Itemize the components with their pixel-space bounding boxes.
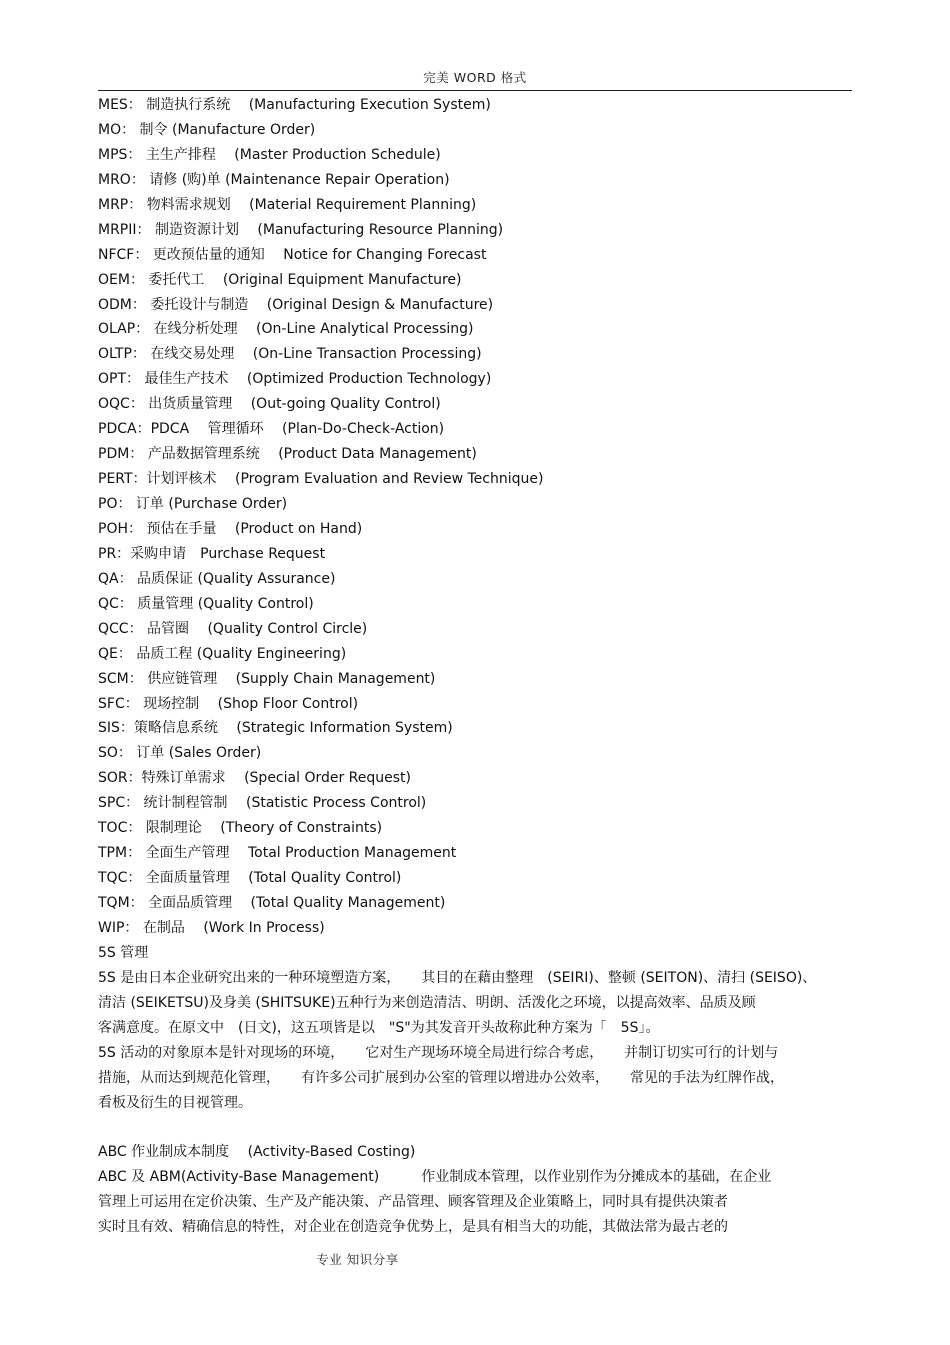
term-item: QE： 品质工程 (Quality Engineering): [98, 645, 347, 662]
term-item: PERT：计划评核术 (Program Evaluation and Review Technique): [98, 471, 544, 488]
paragraph-line: 客满意度。在原文中 (日文)，这五项皆是以 "S"为其发音开头故称此种方案为「 5S」。: [98, 1019, 660, 1036]
term-item: PDCA：PDCA 管理循环 (Plan-Do-Check-Action): [98, 421, 445, 438]
paragraph-line: 看板及衍生的目视管理。: [98, 1094, 252, 1111]
term-item: PO： 订单 (Purchase Order): [98, 496, 288, 512]
term-item: NFCF： 更改预估量的通知 Notice for Changing Forecast: [98, 246, 487, 263]
term-item: TQM： 全面品质管理 (Total Quality Management): [98, 895, 446, 911]
term-item: POH： 预估在手量 (Product on Hand): [98, 520, 363, 537]
term-list: [98, 93, 858, 941]
term-item: PDM： 产品数据管理系统 (Product Data Management): [98, 446, 477, 463]
paragraph-line: ABC 及 ABM(Activity-Base Management) 作业制成本管理，以作业别作为分摊成本的基础，在企业: [98, 1168, 772, 1185]
term-item: SFC： 现场控制 (Shop Floor Control): [98, 695, 359, 712]
paragraph-abc: [98, 1165, 858, 1240]
term-item: OEM： 委托代工 (Original Equipment Manufacture): [98, 271, 462, 288]
term-item: PR：采购申请 Purchase Request: [98, 545, 326, 562]
paragraph-line: 5S 是由日本企业研究出来的一种环境塑造方案， 其目的在藉由整理 (SEIRI)、整顿 (SEITON)、清扫 (SEISO)、: [98, 969, 817, 986]
paragraph-line: 实时且有效、精确信息的特性，对企业在创造竞争优势上，是具有相当大的功能，其做法常为最古老的: [98, 1218, 728, 1235]
term-item: MRPII： 制造资源计划 (Manufacturing Resource Planning): [98, 221, 504, 238]
term-item: ODM： 委托设计与制造 (Original Design & Manufacture): [98, 296, 494, 313]
paragraph-spacer: [98, 1116, 858, 1140]
term-item: OQC： 出货质量管理 (Out-going Quality Control): [98, 396, 441, 413]
term-item: QCC： 品管圈 (Quality Control Circle): [98, 620, 368, 637]
paragraph-line: 清洁 (SEIKETSU)及身美 (SHITSUKE)五种行为来创造清洁、明朗、活泼化之环境，以提高效率、品质及顾: [98, 994, 756, 1011]
paragraph-line: 管理上可运用在定价决策、生产及产能决策、产品管理、顾客管理及企业策略上，同时具有提供决策者: [98, 1193, 728, 1210]
term-item: WIP： 在制品 (Work In Process): [98, 919, 325, 936]
paragraph-line: 5S 活动的对象原本是针对现场的环境， 它对生产现场环境全局进行综合考虑， 并制订切实可行的计划与: [98, 1044, 779, 1061]
paragraph-5s-definition: [98, 966, 858, 1041]
term-item: TOC： 限制理论 (Theory of Constraints): [98, 820, 383, 837]
term-item: OLTP： 在线交易处理 (On-Line Transaction Processing): [98, 346, 482, 363]
page-header: 完美 WORD 格式: [423, 70, 527, 85]
term-item: OPT： 最佳生产技术 (Optimized Production Technology): [98, 371, 492, 388]
term-item: MO： 制令 (Manufacture Order): [98, 121, 316, 138]
term-item: MPS： 主生产排程 (Master Production Schedule): [98, 146, 441, 163]
term-item: TPM： 全面生产管理 Total Production Management: [98, 845, 457, 862]
term-item: MRO： 请修 (购)单 (Maintenance Repair Operation): [98, 171, 450, 188]
term-item: OLAP： 在线分析处理 (On-Line Analytical Processing): [98, 321, 474, 338]
term-item: TQC： 全面质量管理 (Total Quality Control): [98, 870, 402, 887]
term-item: MES： 制造执行系统 (Manufacturing Execution System): [98, 97, 491, 113]
page-footer: 专业 知识分享: [316, 1252, 399, 1267]
section-title-5s: 5S 管理: [98, 944, 149, 961]
term-item: QC： 质量管理 (Quality Control): [98, 595, 314, 612]
term-item: SO： 订单 (Sales Order): [98, 745, 262, 762]
document-body: [98, 93, 858, 1240]
paragraph-line: 措施，从而达到规范化管理， 有许多公司扩展到办公室的管理以增进办公效率， 常见的手法为红牌作战，: [98, 1069, 784, 1086]
section-title-abc: ABC 作业制成本制度 (Activity-Based Costing): [98, 1143, 416, 1160]
term-item: MRP： 物料需求规划 (Material Requirement Planning): [98, 196, 477, 213]
term-item: SPC： 统计制程管制 (Statistic Process Control): [98, 795, 427, 812]
term-item: QA： 品质保证 (Quality Assurance): [98, 570, 336, 587]
term-item: SCM： 供应链管理 (Supply Chain Management): [98, 670, 436, 687]
header-rule: [98, 90, 852, 91]
term-item: SIS：策略信息系统 (Strategic Information System): [98, 720, 453, 737]
term-item: SOR：特殊订单需求 (Special Order Request): [98, 770, 412, 787]
paragraph-5s-activities: [98, 1041, 858, 1116]
